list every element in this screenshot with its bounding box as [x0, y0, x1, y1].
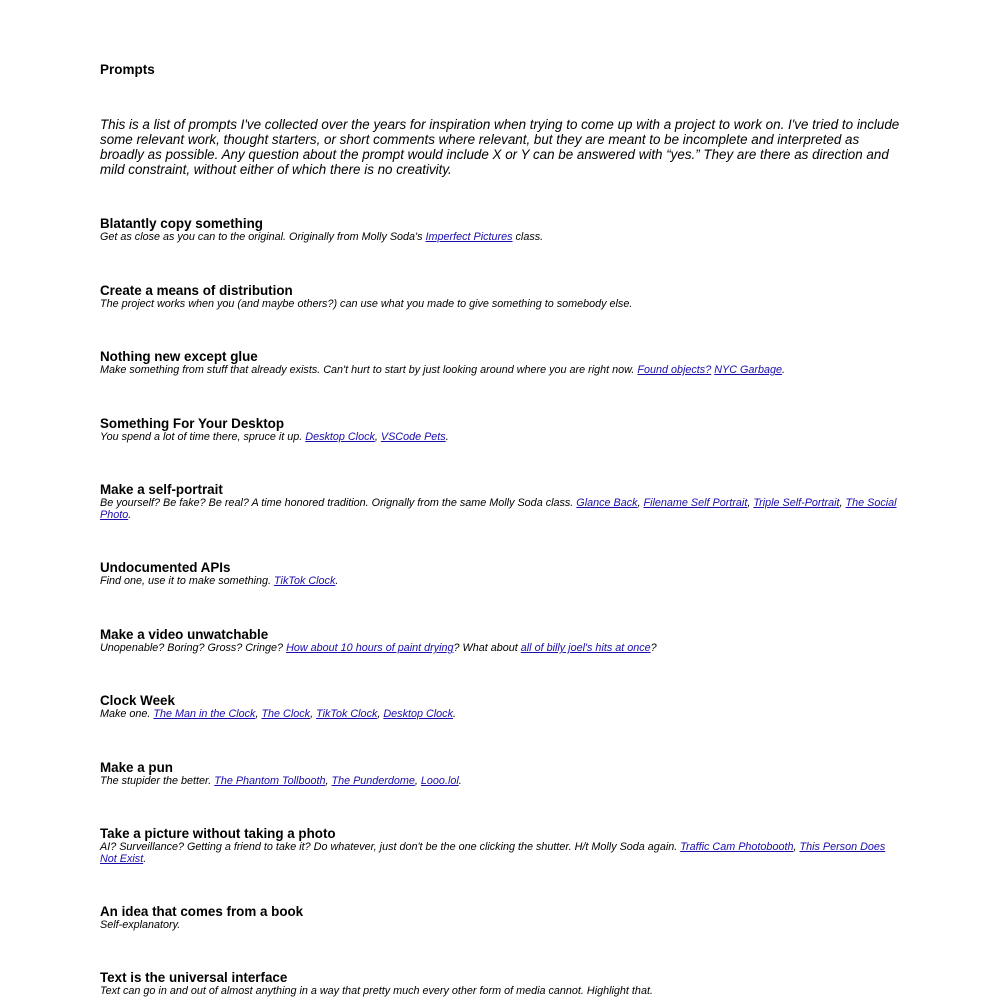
- prompt-title: Undocumented APIs: [100, 560, 231, 575]
- description-text: ,: [310, 708, 317, 720]
- description-text: ,: [747, 497, 754, 509]
- description-text: Get as close as you can to the original. Originally from Molly Soda's: [100, 231, 426, 243]
- prompt-take-a-picture-without-taking-a-photo: [100, 826, 900, 865]
- description-text: .: [782, 364, 786, 376]
- prompt-description: [100, 364, 900, 376]
- description-text: ?: [650, 642, 657, 654]
- prompt-clock-week: [100, 693, 900, 720]
- description-text: ,: [793, 841, 800, 853]
- prompt-title: Blatantly copy something: [100, 216, 263, 231]
- prompt-nothing-new-except-glue: [100, 349, 900, 376]
- prompt-description: [100, 231, 900, 243]
- prompt-title: Create a means of distribution: [100, 283, 293, 298]
- reference-link[interactable]: TikTok Clock: [316, 708, 378, 720]
- reference-link[interactable]: Found objects?: [637, 364, 712, 376]
- reference-link[interactable]: How about 10 hours of paint drying: [286, 642, 454, 654]
- description-text: AI? Surveillance? Getting a friend to take it? Do whatever, just don't be the one clicking the shutter. H/t Molly Soda again.: [100, 841, 681, 853]
- reference-link[interactable]: The Punderdome: [331, 775, 415, 787]
- prompt-create-a-means-of-distribution: [100, 283, 900, 310]
- prompt-make-a-video-unwatchable: [100, 627, 900, 654]
- prompt-title: Text is the universal interface: [100, 970, 288, 985]
- reference-link[interactable]: This Person Does Not Exist: [100, 841, 886, 865]
- prompt-description: [100, 775, 900, 787]
- description-text: .: [143, 853, 147, 865]
- prompt-description: [100, 708, 900, 720]
- reference-link[interactable]: TikTok Clock: [274, 575, 336, 587]
- reference-link[interactable]: VSCode Pets: [380, 431, 446, 443]
- prompt-title: Nothing new except glue: [100, 349, 258, 364]
- description-text: ,: [325, 775, 332, 787]
- prompt-description: [100, 919, 900, 931]
- prompt-title: Make a pun: [100, 760, 173, 775]
- description-text: ,: [414, 775, 421, 787]
- prompt-make-a-self-portrait: [100, 482, 900, 521]
- description-text: ,: [255, 708, 262, 720]
- prompt-description: [100, 298, 900, 310]
- description-text: ? What about: [453, 642, 521, 654]
- description-text: .: [335, 575, 339, 587]
- description-text: Make one.: [100, 708, 154, 720]
- prompt-description: [100, 985, 900, 997]
- prompt-title: An idea that comes from a book: [100, 904, 304, 919]
- description-text: Be yourself? Be fake? Be real? A time honored tradition. Orignally from the same Molly Soda class.: [100, 497, 577, 509]
- reference-link[interactable]: Triple Self-Portrait: [753, 497, 840, 509]
- description-text: Make something from stuff that already exists. Can't hurt to start by just looking around where you are right now.: [100, 364, 638, 376]
- reference-link[interactable]: Looo.lol: [420, 775, 459, 787]
- description-text: Self-explanatory.: [100, 919, 181, 931]
- description-text: ,: [377, 708, 384, 720]
- prompt-title: Clock Week: [100, 693, 175, 708]
- prompt-text-is-the-universal-interface: [100, 970, 900, 997]
- prompt-description: [100, 841, 900, 865]
- description-text: Unopenable? Boring? Gross? Cringe?: [100, 642, 287, 654]
- description-text: You spend a lot of time there, spruce it up.: [100, 431, 306, 443]
- description-text: ,: [374, 431, 381, 443]
- description-text: .: [452, 708, 456, 720]
- description-text: class.: [512, 231, 544, 243]
- reference-link[interactable]: Glance Back: [576, 497, 638, 509]
- page-title: Prompts: [100, 62, 155, 77]
- prompt-title: Take a picture without taking a photo: [100, 826, 336, 841]
- prompt-description: [100, 642, 900, 654]
- reference-link[interactable]: Desktop Clock: [383, 708, 453, 720]
- prompt-make-a-pun: [100, 760, 900, 787]
- description-text: .: [458, 775, 462, 787]
- prompt-description: [100, 431, 900, 443]
- reference-link[interactable]: all of billy joel's hits at once: [520, 642, 651, 654]
- reference-link[interactable]: Imperfect Pictures: [425, 231, 513, 243]
- reference-link[interactable]: The Clock: [261, 708, 311, 720]
- description-text: The stupider the better.: [100, 775, 215, 787]
- description-text: ,: [839, 497, 846, 509]
- prompt-title: Make a self-portrait: [100, 482, 223, 497]
- reference-link[interactable]: NYC Garbage: [714, 364, 783, 376]
- description-text: .: [128, 509, 132, 521]
- description-text: Find one, use it to make something.: [100, 575, 275, 587]
- prompt-undocumented-apis: [100, 560, 900, 587]
- prompt-description: [100, 575, 900, 587]
- description-text: ,: [637, 497, 644, 509]
- description-text: Text can go in and out of almost anything in a way that pretty much every other form of media cannot. Highlight that.: [100, 985, 653, 997]
- prompt-an-idea-that-comes-from-a-book: [100, 904, 900, 931]
- reference-link[interactable]: The Phantom Tollbooth: [214, 775, 326, 787]
- description-text: .: [445, 431, 449, 443]
- reference-link[interactable]: The Social Photo: [100, 497, 897, 521]
- prompt-something-for-your-desktop: [100, 416, 900, 443]
- reference-link[interactable]: Filename Self Portrait: [643, 497, 748, 509]
- description-text: The project works when you (and maybe others?) can use what you made to give something to somebody else.: [100, 298, 633, 310]
- prompt-title: Something For Your Desktop: [100, 416, 285, 431]
- prompt-title: Make a video unwatchable: [100, 627, 269, 642]
- intro-paragraph: This is a list of prompts I've collected over the years for inspiration when trying to come up with a project to work on. I've tried to include some relevant work, thought starters, or short comments where relevant, but they are meant to be incomplete and interpreted as broadly as possible. Any question about the prompt would include X or Y can be answered with “yes.” They are there as direction and mild constraint, without either of which there is no creativity.: [100, 117, 900, 177]
- prompt-description: [100, 497, 900, 521]
- reference-link[interactable]: Traffic Cam Photobooth: [680, 841, 794, 853]
- prompt-blatantly-copy-something: [100, 216, 900, 243]
- reference-link[interactable]: Desktop Clock: [305, 431, 375, 443]
- reference-link[interactable]: The Man in the Clock: [153, 708, 256, 720]
